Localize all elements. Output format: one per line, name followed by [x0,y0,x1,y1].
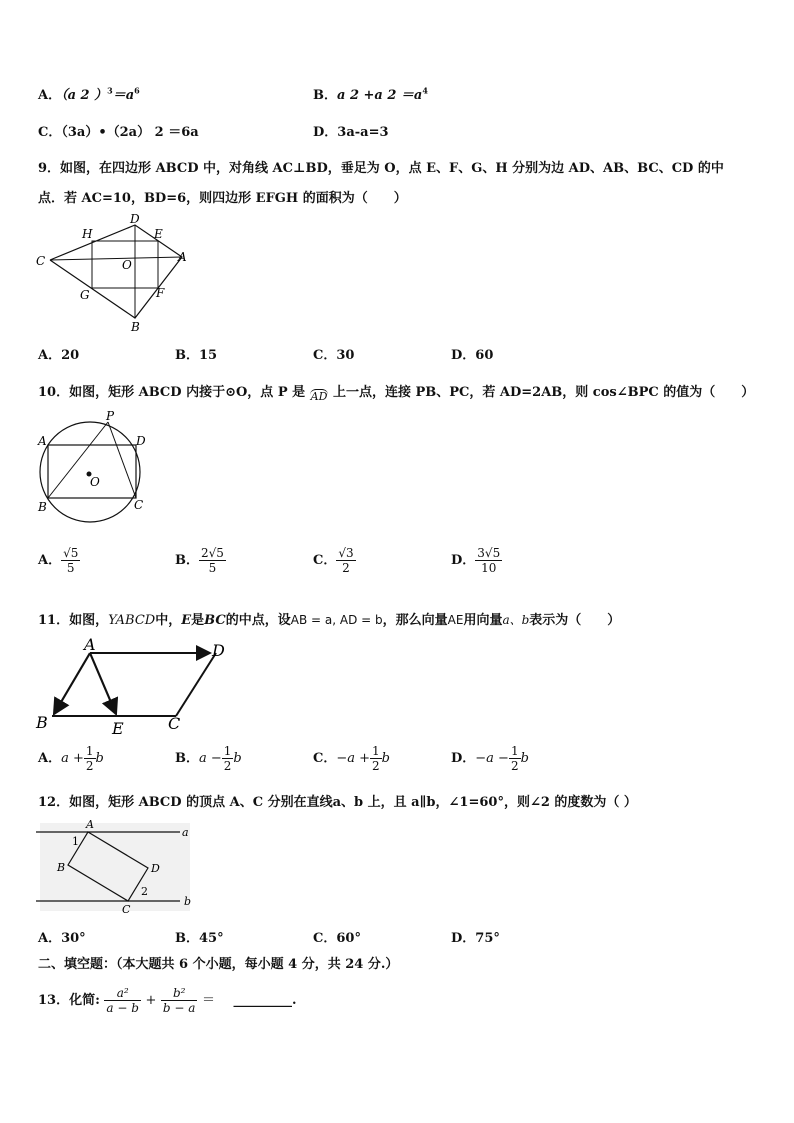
q9-label-g: G [80,288,90,302]
q12-label-d: D [151,862,160,875]
q10-option-b: B． $\frac{2√5}{5}$ [175,546,224,575]
q10-label-d: D [136,434,146,448]
q10-label-b: B [38,500,47,514]
q13-text: 13．化简: $\frac{\text{a²}}{a - b}$ + $\frac{\text{b²}}{b - a}$ ＝ _________. [38,986,297,1015]
q12-option-a: A．30° [38,931,86,946]
q10-label-a: A [38,434,47,448]
q11-option-b: B．a − $\frac{1}{2}$ b [175,744,242,773]
q12-label-angle1: 1 [72,835,79,848]
q9-option-a: A．20 [38,348,80,363]
q9-label-d: D [130,212,140,226]
q12-option-d: D．75° [451,931,500,946]
q9-label-b: B [131,320,140,334]
q12-label-angle2: 2 [141,885,148,898]
q9-label-o: O [122,258,132,272]
q11-label-e: E [112,719,124,738]
q11-figure [30,636,240,741]
q9-label-a: A [178,250,187,264]
q11-text: 11．如图，YABCD中，E是BC的中点，设AB = a, AD = b，那么向量AE用向量a、b表示为（ ） [38,613,621,628]
q10-option-c: C． $\frac{√3}{2}$ [313,546,354,575]
q9-label-e: E [154,227,163,241]
q12-label-b: B [57,861,66,874]
section2-title: 二、填空题：（本大题共 6 个小题，每小题 4 分，共 24 分.） [38,957,399,972]
q9-text-line1: 9．如图，在四边形 ABCD 中，对角线 AC⊥BD，垂足为 O，点 E、F、G、H 分别为边 AD、AB、BC、CD 的中 [38,161,724,176]
q12-label-line-a: a [182,826,189,839]
q10-figure [30,408,155,528]
q10-label-p: P [106,409,115,423]
q11-label-a: A [84,636,96,654]
q11-option-d: D．−a − $\frac{1}{2}$ b [451,744,529,773]
q9-option-b: B．15 [175,348,218,363]
q11-option-c: C．−a + $\frac{1}{2}$ b [313,744,390,773]
q12-figure [30,815,205,920]
q9-option-c: C．30 [313,348,355,363]
option-b-q8: B．a 2 +a $2 =a^4$ [313,85,428,103]
q12-label-line-b: b [184,895,192,908]
q12-text: 12．如图，矩形 ABCD 的顶点 A、C 分别在直线a、b 上，且 a∥b，∠1=60°，则∠2 的度数为（ ） [38,795,637,810]
q12-option-b: B．45° [175,931,224,946]
q10-label-c: C [134,498,144,512]
q9-label-h: H [82,227,93,241]
q12-option-c: C．60° [313,931,361,946]
q9-label-c: C [36,254,46,268]
option-d-q8: D．3a-a=3 [313,125,389,140]
q9-text-line2: 点．若 AC=10，BD=6，则四边形 EFGH 的面积为（ ） [38,191,407,206]
q11-label-c: C [168,714,181,733]
q10-text: 10．如图，矩形 ABCD 内接于⊙O，点 P 是 AD 上一点，连接 PB、PC，若 AD=2AB，则 cos∠BPC 的值为（ ） [38,385,755,403]
q10-arc-ad: AD [310,390,328,403]
q9-option-d: D．60 [451,348,494,363]
q12-label-c: C [122,903,131,916]
q12-label-a: A [86,818,94,831]
q11-label-b: B [36,713,48,732]
q10-label-o: O [90,475,100,489]
q11-label-d: D [212,641,225,660]
q9-figure [30,210,200,335]
q10-option-d: D． $\frac{3√5}{10}$ [451,546,501,575]
option-a-q8: A．（a 2 ）$^3=a^6$ [38,85,140,103]
option-c-q8: C．（3a）•（2a） 2 ＝6a [38,125,199,140]
q13-blank: _________. [233,993,297,1008]
q10-option-a: A． $\frac{√5}{5}$ [38,546,79,575]
q11-option-a: A．a + $\frac{1}{2}$ b [38,744,104,773]
q9-label-f: F [156,286,165,300]
